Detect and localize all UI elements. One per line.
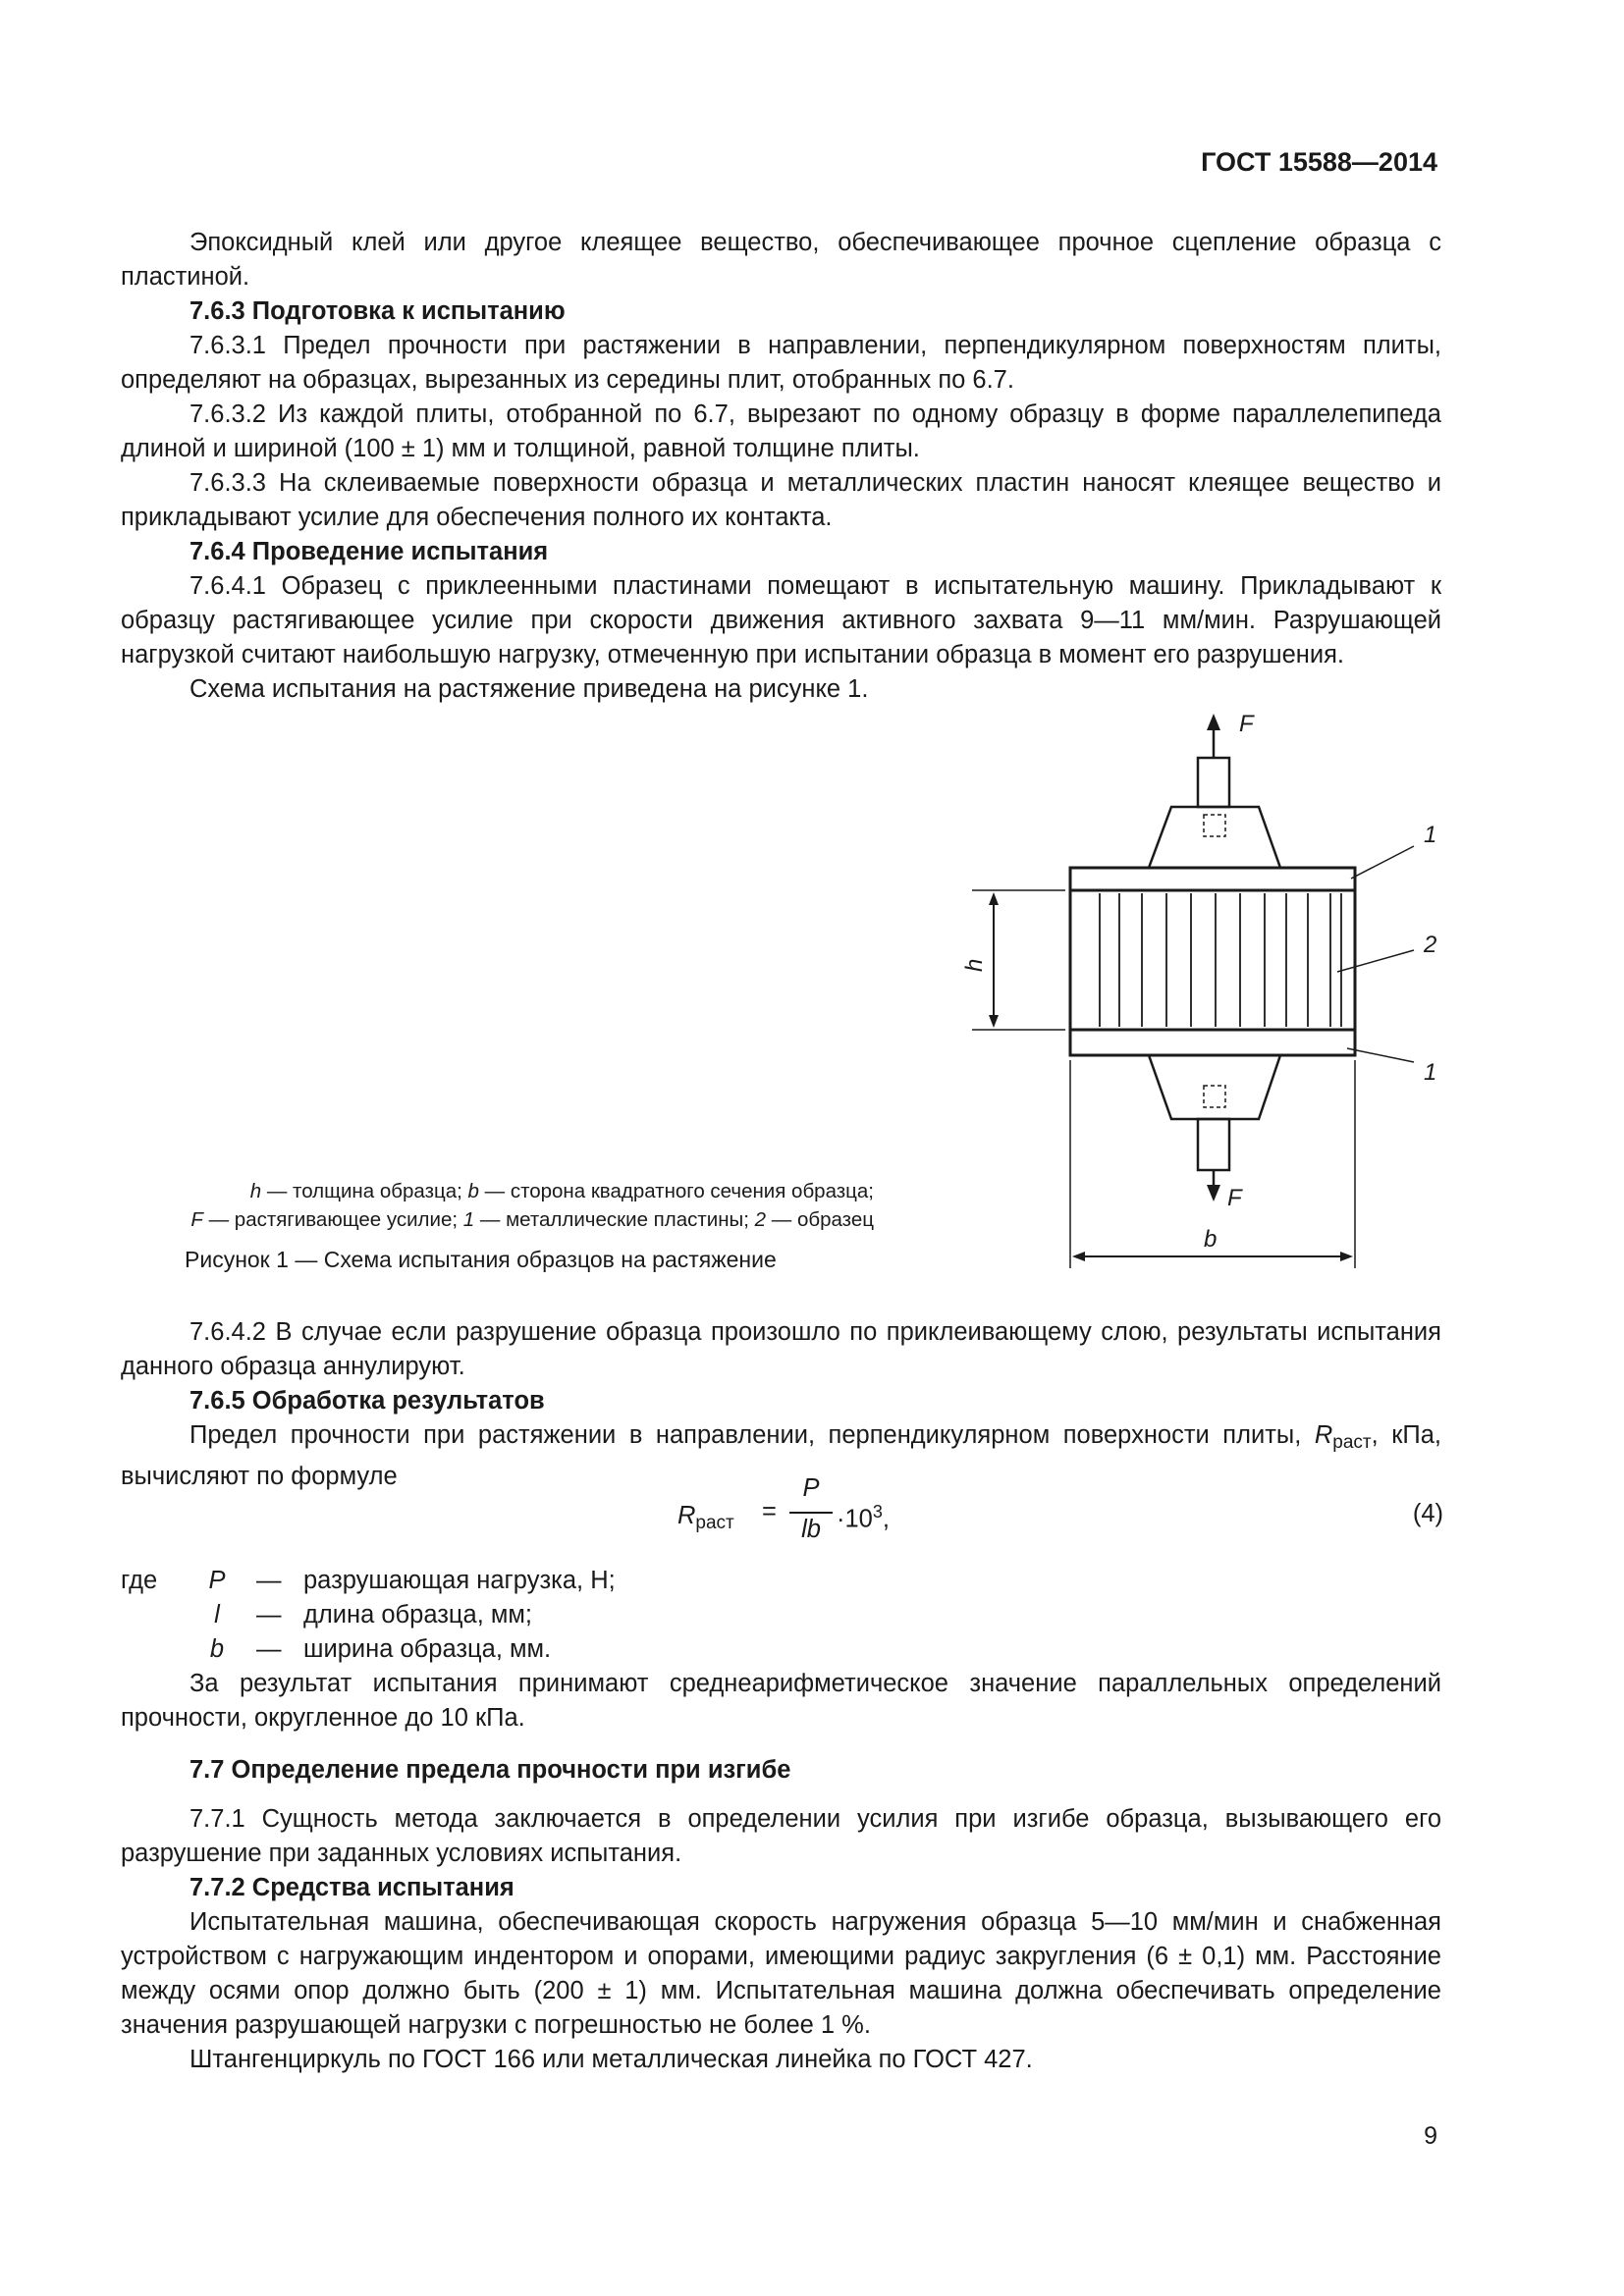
formula-multiplier: $\cdot 10^3$, xyxy=(837,1502,890,1533)
bottom-rod xyxy=(1198,1119,1229,1170)
result-block xyxy=(121,1667,1441,1735)
figure-title: Рисунок 1 — Схема испытания образцов на растяжение xyxy=(185,1247,777,1272)
label-specimen: 2 xyxy=(1424,932,1437,958)
force-arrow-top-head xyxy=(1207,714,1220,730)
section-7-6-3-heading: 7.6.3 Подготовка к испытанию xyxy=(189,297,566,325)
formula-number: (4) xyxy=(1412,1500,1443,1527)
formula-denominator: lb xyxy=(801,1516,821,1543)
label-force-bottom: F xyxy=(1227,1185,1242,1211)
middle-text-block xyxy=(121,1315,1441,1494)
figure-reference-paragraph: Схема испытания на растяжение приведена на рисунке 1. xyxy=(189,675,869,703)
top-grip-pin xyxy=(1204,815,1225,836)
paragraph-7-6-3-3: 7.6.3.3 На склеиваемые поверхности образца и металлических пластин наносят клеящее вещество и прикладывают усилие для обеспечения полного их контакта. xyxy=(121,469,1441,531)
label-plate-bottom: 1 xyxy=(1424,1059,1437,1086)
force-arrow-bottom-head xyxy=(1207,1185,1220,1201)
paragraph-7-6-4-2: 7.6.4.2 В случае если разрушение образца произошло по приклеивающему слою, результаты испытания данного образца аннулируют. xyxy=(121,1318,1441,1380)
leader-specimen xyxy=(1337,950,1414,972)
paragraph-7-7-1: 7.7.1 Сущность метода заключается в определении усилия при изгибе образца, вызывающего его разрушение при заданных условиях испытания. xyxy=(121,1805,1441,1867)
section-7-7-2-heading: 7.7.2 Средства испытания xyxy=(189,1874,514,1901)
specimen xyxy=(1070,890,1355,1030)
bottom-grip-pin xyxy=(1204,1086,1225,1107)
formula-intro-paragraph: Предел прочности при растяжении в направлении, перпендикулярном поверхности плиты, $R_{раст}$, кПа, вычисляют по формуле xyxy=(121,1421,1442,1490)
section-7-6-4-heading: 7.6.4 Проведение испытания xyxy=(189,538,549,565)
definition-row: b — ширина образца, мм. xyxy=(209,1635,552,1663)
top-rod xyxy=(1198,758,1229,807)
label-force-top: F xyxy=(1239,711,1254,737)
formula-equals: = xyxy=(762,1498,777,1525)
paragraph-7-6-3-2: 7.6.3.2 Из каждой плиты, отобранной по 6.7, вырезают по одному образцу в форме параллелепипеда длиной и шириной (100 ± 1) мм и толщиной, равной толщине плиты. xyxy=(121,400,1441,462)
bottom-metal-plate xyxy=(1070,1030,1355,1055)
top-metal-plate xyxy=(1070,868,1355,890)
paragraph-caliper: Штангенциркуль по ГОСТ 166 или металлическая линейка по ГОСТ 427. xyxy=(189,2046,1033,2073)
paragraph-7-6-4-1: 7.6.4.1 Образец с приклеенными пластинами помещают в испытательную машину. Прикладывают к образцу растягивающее усилие при скорости движения активного захвата 9—11 мм/мин. Разрушающей нагрузкой считают наибольшую нагрузку, отмеченную при испытании образца в момент его разрушения. xyxy=(121,572,1441,668)
formula-definitions xyxy=(121,1564,1441,1667)
leader-plate-top xyxy=(1351,846,1414,879)
formula-4 xyxy=(677,1474,1443,1549)
formula-fraction-bar xyxy=(789,1512,833,1514)
intro-paragraph: Эпоксидный клей или другое клеящее вещество, обеспечивающее прочное сцепление образца с пластиной. xyxy=(121,229,1441,291)
top-grip xyxy=(1149,807,1280,868)
label-height-h: h xyxy=(961,958,988,972)
paragraph-testing-machine: Испытательная машина, обеспечивающая скорость нагружения образца 5—10 мм/мин и снабженная устройством с нагружающим индентором и опорами, имеющими радиус закругления (6 ± 0,1) мм. Расстояние между осями опор должно быть (200 ± 1) мм. Испытательная машина должна обеспечивать определение значения разрушающей нагрузки с погрешностью не более 1 %. xyxy=(121,1908,1441,2039)
section-7-7-body xyxy=(121,1802,1441,2077)
definition-row: где P — разрушающая нагрузка, Н; xyxy=(121,1567,616,1594)
legend-line-2: F — растягивающее усилие; 1 — металлические пластины; 2 — образец xyxy=(190,1208,874,1231)
figure-legend xyxy=(118,1177,874,1234)
specimen-hatching xyxy=(1100,893,1341,1027)
bottom-grip xyxy=(1149,1055,1280,1119)
label-plate-top: 1 xyxy=(1424,822,1437,848)
leader-plate-bottom xyxy=(1347,1048,1414,1062)
legend-line-1: h — толщина образца; b — сторона квадратного сечения образца; xyxy=(249,1180,874,1202)
result-paragraph: За результат испытания принимают среднеарифметическое значение параллельных определений прочности, округленное до 10 кПа. xyxy=(121,1670,1441,1732)
standard-header: ГОСТ 15588—2014 xyxy=(1201,147,1437,177)
section-7-7-heading: 7.7 Определение предела прочности при изгибе xyxy=(189,1756,791,1784)
page-number: 9 xyxy=(1424,2122,1437,2150)
section-7-6-5-heading: 7.6.5 Обработка результатов xyxy=(189,1387,545,1415)
formula-lhs: $R_{раст}$ xyxy=(677,1502,734,1533)
paragraph-7-6-3-1: 7.6.3.1 Предел прочности при растяжении в направлении, перпендикулярном поверхностям плиты, определяют на образцах, вырезанных из середины плит, отобранных по 6.7. xyxy=(121,332,1441,394)
label-width-b: b xyxy=(1204,1226,1218,1253)
section-7-7-block xyxy=(121,1753,1441,1788)
formula-numerator: P xyxy=(802,1474,820,1502)
definition-row: l — длина образца, мм; xyxy=(214,1601,533,1629)
